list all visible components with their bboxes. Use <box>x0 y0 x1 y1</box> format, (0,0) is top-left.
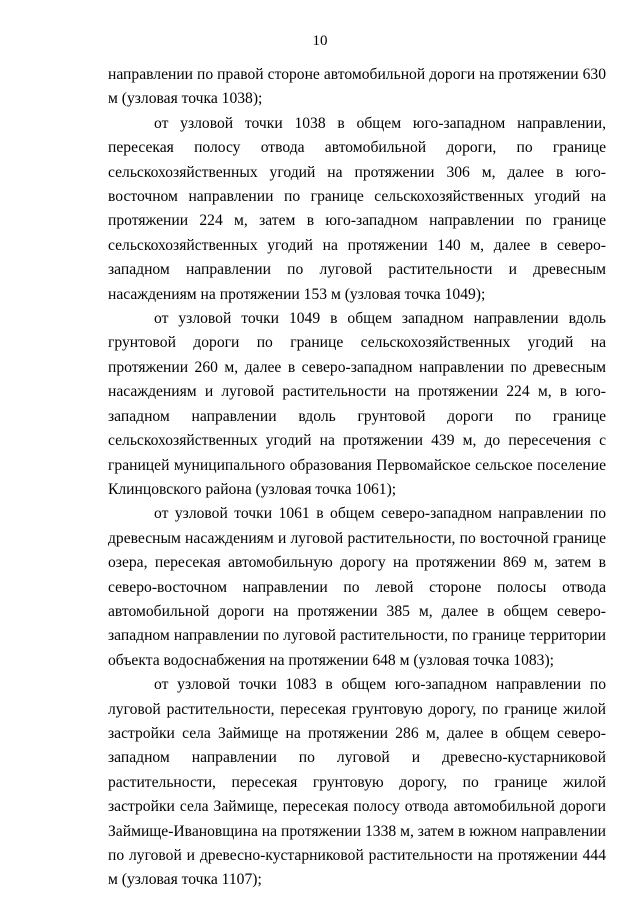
paragraph-node-1049: от узловой точки 1049 в общем западном направлении вдоль грунтовой дороги по границе сельскохозяйственных угодий на протяжении 260 м, далее в северо-западном направлении по древесным насаждениям и луговой растительности на протяжении 224 м, в юго-западном направлении вдоль грунтовой дороги по границе сельскохозяйственных угодий на протяжении 439 м, до пересечения с границей муниципального образования Первомайское сельское поселение Клинцовского района (узловая точка 1061); <box>108 310 606 498</box>
paragraph-node-1038: от узловой точки 1038 в общем юго-западном направлении, пересекая полосу отвода автомобильной дороги, по границе сельскохозяйственных угодий на протяжении 306 м, далее в юго-восточном направлении по границе сельскохозяйственных угодий на протяжении 224 м, затем в юго-западном направлении по границе сельскохозяйственных угодий на протяжении 140 м, далее в северо-западном направлении по луговой растительности и древесным насаждениям на протяжении 153 м (узловая точка 1049); <box>108 114 606 303</box>
paragraph-continuation: направлении по правой стороне автомобильной дороги на протяжении 630 м (узловая точка 1038); <box>108 66 606 108</box>
document-body <box>108 63 606 893</box>
page-number: 10 <box>312 33 328 49</box>
paragraph-node-1083: от узловой точки 1083 в общем юго-западном направлении по луговой растительности, пересекая грунтовую дорогу, по границе жилой застройки села Займище на протяжении 286 м, далее в общем северо-западном направлении по луговой и древесно-кустарниковой растительности, пересекая грунтовую дорогу, по границе жилой застройки села Займище, пересекая полосу отвода автомобильной дороги Займище-Ивановщина на протяжении 1338 м, затем в южном направлении по луговой и древесно-кустарниковой растительности на протяжении 444 м (узловая точка 1107); <box>108 676 606 889</box>
paragraph-node-1061: от узловой точки 1061 в общем северо-западном направлении по древесным насаждениям и луговой растительности, по восточной границе озера, пересекая автомобильную дорогу на протяжении 869 м, затем в северо-восточном направлении по левой стороне полосы отвода автомобильной дороги на протяжении 385 м, далее в общем северо-западном направлении по луговой растительности, по границе территории объекта водоснабжения на протяжении 648 м (узловая точка 1083); <box>108 505 606 669</box>
